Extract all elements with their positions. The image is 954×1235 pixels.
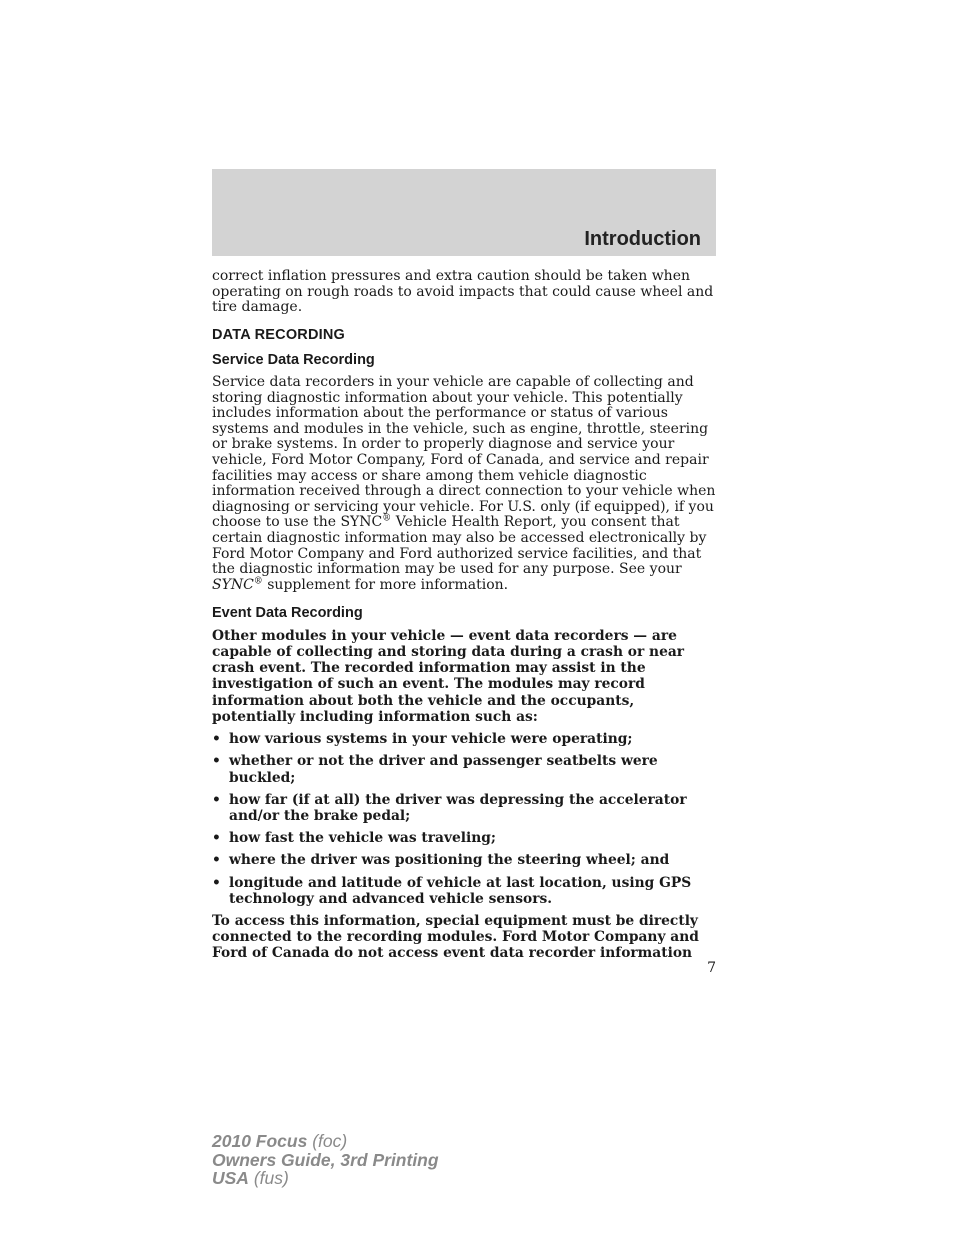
section-header-band — [212, 169, 716, 256]
registered-mark: ® — [382, 513, 392, 524]
section-title: Introduction — [584, 228, 701, 250]
subheading-event-data-recording: Event Data Recording — [212, 605, 363, 622]
bullet-icon: • — [212, 731, 221, 748]
page-content — [212, 269, 716, 962]
list-item: • how various systems in your vehicle were operating; — [212, 731, 633, 748]
list-item: • longitude and latitude of vehicle at last location, using GPS technology and advanced vehicle sensors. — [212, 874, 692, 907]
list-item: • whether or not the driver and passenger seatbelts were buckled; — [212, 753, 658, 786]
event-data-list — [212, 731, 716, 907]
footer-model-line: 2010 Focus (foc) — [212, 1131, 348, 1151]
service-data-paragraph — [212, 375, 716, 593]
event-intro-paragraph: Other modules in your vehicle — event data recorders — are capable of collecting and storing data during a crash or near crash event. The recorded information may assist in the investigation of such an event. The modules may record information about both the vehicle and the occupants, potentially including information such as: — [212, 627, 685, 725]
service-text-part1: Service data recorders in your vehicle are capable of collecting and storing diagnostic information about your vehicle. This potentially includes information about the performance or status of various systems and modules in the vehicle, such as engine, throttle, steering or brake systems. In order to properly diagnose and service your vehicle, Ford Motor Company, Ford of Canada, and service and repair facilities may access or share among them vehicle diagnostic information received through a direct connection to your vehicle when diagnosing or servicing your vehicle. For U.S. only (if equipped), if you choose to use the SYNC — [212, 373, 716, 531]
bullet-icon: • — [212, 874, 221, 891]
document-footer — [212, 1132, 439, 1188]
bullet-icon: • — [212, 791, 221, 808]
event-closing-paragraph: To access this information, special equipment must be directly connected to the recording modules. Ford Motor Company and Ford of Canada do not access event data recorder information — [212, 912, 699, 962]
page-number: 7 — [707, 960, 716, 976]
bullet-icon: • — [212, 830, 221, 847]
footer-printing-line: Owners Guide, 3rd Printing — [212, 1149, 439, 1170]
list-item: • where the driver was positioning the steering wheel; and — [212, 852, 670, 869]
list-item: • how far (if at all) the driver was depressing the accelerator and/or the brake pedal; — [212, 791, 687, 824]
bullet-icon: • — [212, 852, 221, 869]
footer-region-line: USA (fus) — [212, 1168, 289, 1188]
list-item: • how fast the vehicle was traveling; — [212, 830, 497, 847]
service-text-part2: Vehicle Health Report, you consent that certain diagnostic information may also be accessed electronically by Ford Motor Company and Ford authorized service facilities, and that the diagnostic information may be used for any purpose. See your — [212, 514, 707, 578]
sync-italic: SYNC — [212, 576, 254, 593]
heading-data-recording: DATA RECORDING — [212, 326, 346, 343]
subheading-service-data-recording: Service Data Recording — [212, 352, 375, 369]
bullet-icon: • — [212, 753, 221, 770]
lead-paragraph: correct inflation pressures and extra caution should be taken when operating on rough roads to avoid impacts that could cause wheel and tire damage. — [212, 268, 714, 316]
registered-mark-2: ® — [253, 576, 263, 587]
service-text-part3: supplement for more information. — [262, 576, 509, 593]
